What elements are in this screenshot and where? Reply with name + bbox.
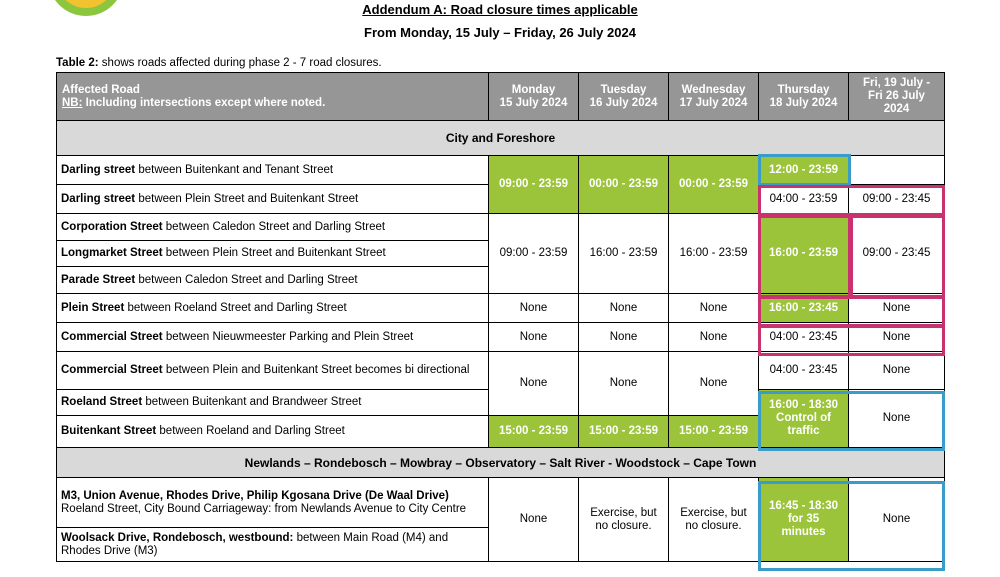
road-cell: Commercial Street between Nieuwmeester Parking and Plein Street [57,323,489,352]
section-row [57,448,945,478]
road-cell: Longmarket Street between Plein Street and Buitenkant Street [57,241,489,267]
caption-label: Table 2: [56,57,99,69]
road-cell: Darling street between Buitenkant and Tenant Street [57,156,489,185]
time-cell [849,156,945,185]
header-thursday: Thursday 18 July 2024 [759,73,849,121]
road-cell: Woolsack Drive, Rondebosch, westbound: between Main Road (M4) and Rhodes Drive (M3) [57,528,489,562]
time-cell: None [579,352,669,416]
road-cell: Buitenkant Street between Roeland and Darling Street [57,416,489,448]
section-row [57,121,945,156]
road-cell: Parade Street between Caledon Street and Darling Street [57,267,489,294]
header-affected-road: Affected Road NB: Including intersections except where noted. [57,73,489,121]
road-cell: M3, Union Avenue, Rhodes Drive, Philip Kgosana Drive (De Waal Drive) Roeland Street, City Bound Carriageway: from Newlands Avenue to City Centre [57,478,489,528]
header-monday: Monday 15 July 2024 [489,73,579,121]
time-cell: 00:00 - 23:59 [669,156,759,214]
header-tuesday: Tuesday 16 July 2024 [579,73,669,121]
time-cell: 12:00 - 23:59 [759,156,849,185]
road-cell: Darling street between Plein Street and Buitenkant Street [57,185,489,214]
table-row [57,323,945,352]
time-cell: None [849,323,945,352]
time-cell: 16:45 - 18:30 for 35 minutes [759,478,849,562]
time-cell: 16:00 - 23:45 [759,294,849,323]
road-cell: Plein Street between Roeland Street and Darling Street [57,294,489,323]
time-cell: None [849,352,945,390]
document-subtitle: From Monday, 15 July – Friday, 26 July 2024 [364,25,636,40]
time-cell: None [669,352,759,416]
time-cell: 04:00 - 23:59 [759,185,849,214]
section-city-foreshore: City and Foreshore [57,121,945,156]
document-title: Addendum A: Road closure times applicable [362,2,638,17]
road-closure-table [56,72,945,562]
time-cell: 15:00 - 23:59 [669,416,759,448]
header-row [57,73,945,121]
time-cell: 16:00 - 23:59 [669,214,759,294]
road-cell: Roeland Street between Buitenkant and Brandweer Street [57,390,489,416]
time-cell: 09:00 - 23:45 [849,214,945,294]
header-wednesday: Wednesday 17 July 2024 [669,73,759,121]
time-cell: None [849,478,945,562]
time-cell: 04:00 - 23:45 [759,323,849,352]
road-cell: Commercial Street between Plein and Buitenkant Street becomes bi directional [57,352,489,390]
time-cell: None [489,478,579,562]
time-cell: None [489,352,579,416]
header-friday: Fri, 19 July - Fri 26 July 2024 [849,73,945,121]
time-cell: None [669,323,759,352]
road-cell: Corporation Street between Caledon Street and Darling Street [57,214,489,241]
time-cell: None [849,390,945,448]
table-row [57,294,945,323]
time-cell: 09:00 - 23:45 [849,185,945,214]
time-cell: None [489,294,579,323]
time-cell: None [579,323,669,352]
time-cell: None [489,323,579,352]
caption-text: shows roads affected during phase 2 - 7 road closures. [98,57,382,69]
table-caption [56,57,382,69]
time-cell: 15:00 - 23:59 [489,416,579,448]
time-cell: 15:00 - 23:59 [579,416,669,448]
time-cell: 16:00 - 23:59 [579,214,669,294]
table-row [57,478,945,528]
time-cell: Exercise, but no closure. [579,478,669,562]
time-cell: 09:00 - 23:59 [489,156,579,214]
time-cell: 16:00 - 18:30 Control of traffic [759,390,849,448]
time-cell: Exercise, but no closure. [669,478,759,562]
section-newlands: Newlands – Rondebosch – Mowbray – Observatory – Salt River - Woodstock – Cape Town [57,448,945,478]
time-cell: None [579,294,669,323]
time-cell: 04:00 - 23:45 [759,352,849,390]
table-row [57,156,945,185]
time-cell: 16:00 - 23:59 [759,214,849,294]
table-row [57,214,945,241]
time-cell: 09:00 - 23:59 [489,214,579,294]
time-cell: None [669,294,759,323]
time-cell: 00:00 - 23:59 [579,156,669,214]
time-cell: None [849,294,945,323]
table-row [57,352,945,390]
